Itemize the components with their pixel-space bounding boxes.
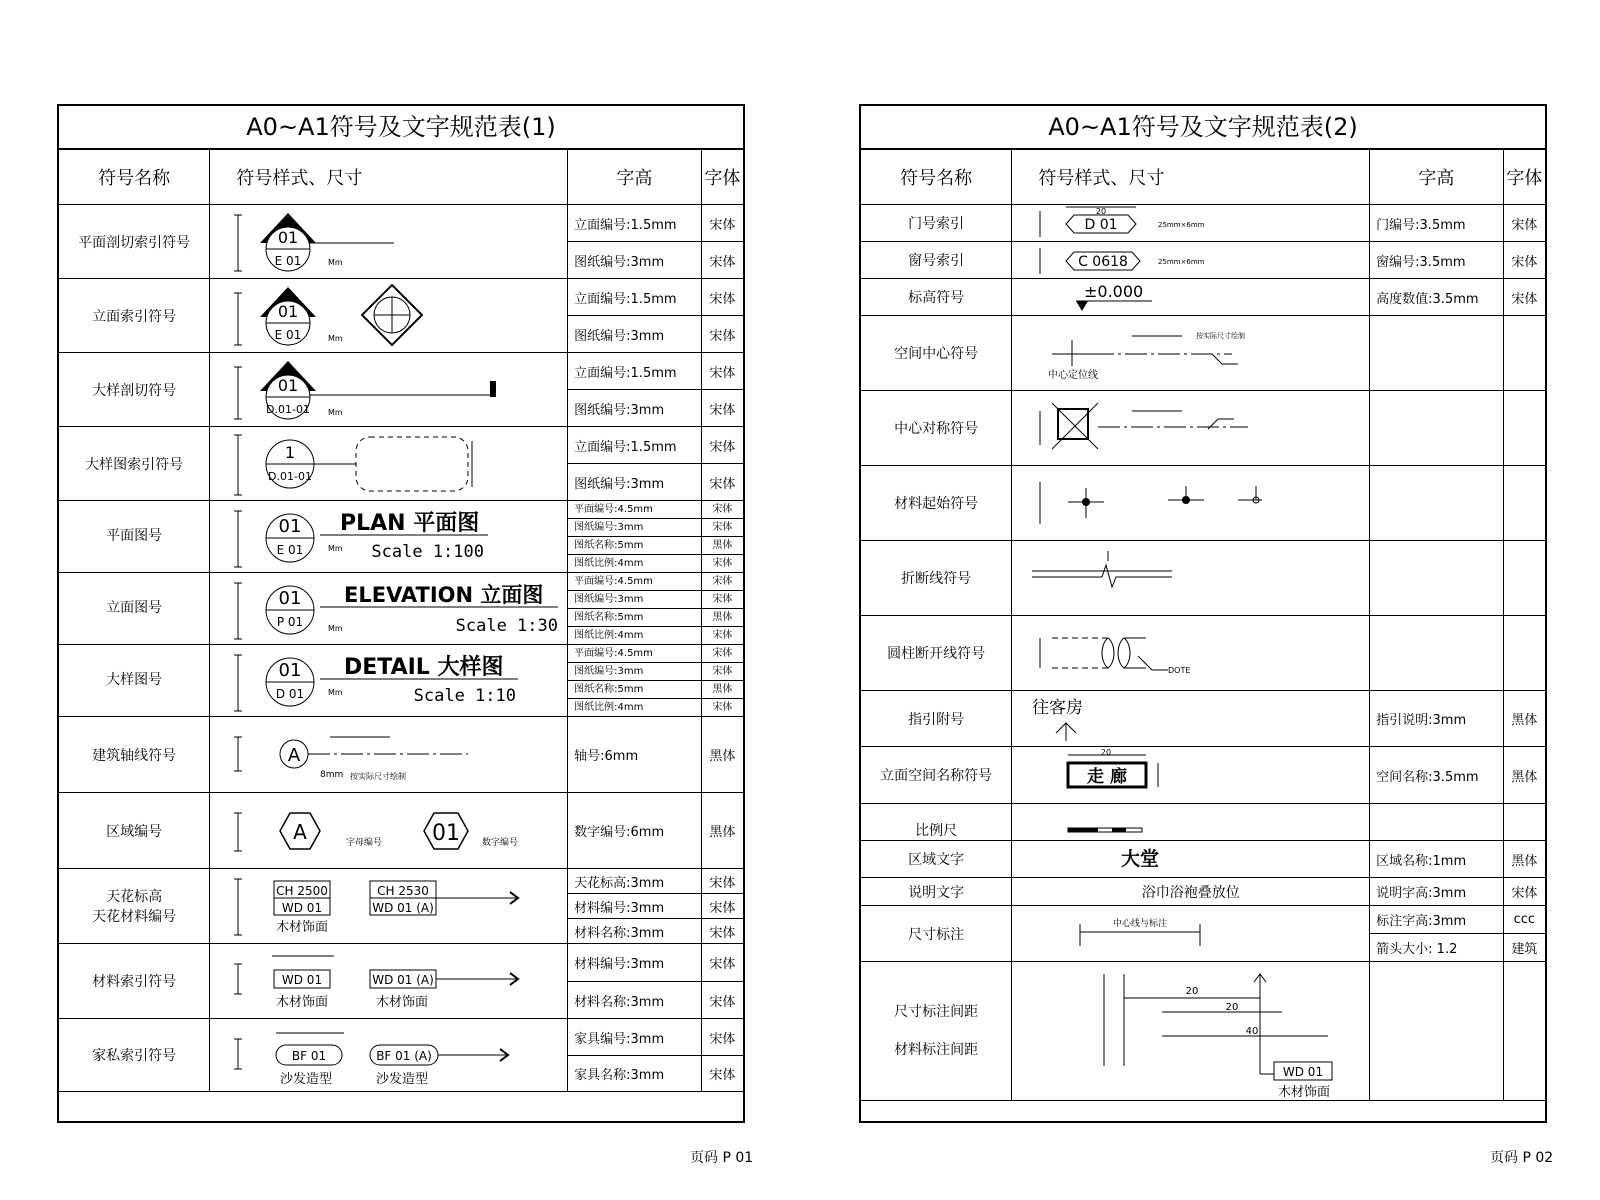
header-style: 符号样式、尺寸 xyxy=(1012,150,1370,205)
sheet-2-table xyxy=(861,150,1545,1101)
font-cell: 建筑 xyxy=(1503,934,1545,962)
size-cell: 高度数值:3.5mm xyxy=(1370,279,1504,316)
sheet-1 xyxy=(57,104,745,1123)
sym-bottom: E 01 xyxy=(275,328,302,342)
leader-graphic xyxy=(1012,691,1363,747)
font-cell: 黑体 xyxy=(701,793,743,869)
table-header xyxy=(59,150,743,205)
row-name: 天花标高 天花材料编号 xyxy=(59,869,210,944)
font-cell: 宋体 xyxy=(701,316,743,353)
door-index-graphic xyxy=(1012,205,1363,242)
font-cell: 黑体 xyxy=(1503,841,1545,878)
row-name: 折断线符号 xyxy=(861,541,1012,616)
page-number-2: 页码 P 02 xyxy=(1490,1150,1554,1166)
size-cell: 图纸比例:4mm xyxy=(568,555,702,573)
font-cell: 宋体 xyxy=(701,464,743,501)
font-cell: 宋体 xyxy=(1503,205,1545,242)
header-font: 字体 xyxy=(1503,150,1545,205)
sheet-1-title: A0~A1符号及文字规范表(1) xyxy=(59,106,743,150)
size-cell: 家具名称:3mm xyxy=(568,1056,702,1092)
sym-title: ELEVATION 立面图 xyxy=(344,583,544,607)
header-name: 符号名称 xyxy=(861,150,1012,205)
font-cell: 宋体 xyxy=(701,1019,743,1056)
font-cell: 宋体 xyxy=(701,573,743,591)
elevation-mark-graphic xyxy=(1012,279,1363,316)
symbol-material-index xyxy=(210,944,568,1019)
furniture-index-graphic xyxy=(210,1019,561,1092)
size-cell xyxy=(1370,804,1504,841)
sym-label: ±0.000 xyxy=(1084,282,1144,301)
row-name: 尺寸标注间距 材料标注间距 xyxy=(861,962,1012,1101)
table-row xyxy=(861,616,1545,691)
font-cell: 宋体 xyxy=(701,699,743,717)
symbol-leader xyxy=(1012,691,1370,747)
symbol-break-line xyxy=(1012,541,1370,616)
table-row xyxy=(861,691,1545,747)
table-row xyxy=(59,573,743,591)
sym-bottom: D.01-01 xyxy=(268,470,313,483)
sym-title: DETAIL 大样图 xyxy=(344,655,504,680)
font-cell xyxy=(1503,962,1545,1101)
size-cell: 空间名称:3.5mm xyxy=(1370,747,1504,804)
section-index-graphic xyxy=(210,205,561,279)
sym-unit: Mm xyxy=(328,408,344,417)
symbol-center-symmetry xyxy=(1012,391,1370,466)
table-row xyxy=(861,878,1545,906)
font-cell xyxy=(1503,541,1545,616)
row-name: 立面图号 xyxy=(59,573,210,645)
header-height: 字高 xyxy=(568,150,702,205)
font-cell: 宋体 xyxy=(701,501,743,519)
symbol-dimension xyxy=(1012,906,1370,962)
symbol-window-index xyxy=(1012,242,1370,279)
sym-label: 中心线与标注 xyxy=(1113,919,1168,929)
sym-caption-b: 木材饰面 xyxy=(376,995,429,1010)
row-name: 平面剖切索引符号 xyxy=(59,205,210,279)
font-cell: 宋体 xyxy=(701,242,743,279)
center-symmetry-graphic xyxy=(1012,391,1363,466)
size-cell: 指引说明:3mm xyxy=(1370,691,1504,747)
font-cell: 宋体 xyxy=(701,982,743,1019)
table-row xyxy=(59,645,743,663)
sym-bottom: E 01 xyxy=(277,543,304,557)
column-break-graphic xyxy=(1012,616,1363,691)
size-cell: 平面编号:4.5mm xyxy=(568,573,702,591)
size-cell xyxy=(1370,466,1504,541)
table-header xyxy=(861,150,1545,205)
symbol-furniture-index xyxy=(210,1019,568,1092)
material-index-graphic xyxy=(210,944,561,1019)
sym-d3: 40 xyxy=(1245,1026,1259,1037)
symbol-detail-index xyxy=(210,427,568,501)
sym-b2: WD 01 (A) xyxy=(372,901,435,915)
detail-index-graphic xyxy=(210,427,561,501)
detail-title-graphic xyxy=(210,645,561,717)
size-cell: 平面编号:4.5mm xyxy=(568,645,702,663)
row-name: 立面空间名称符号 xyxy=(861,747,1012,804)
detail-section-graphic xyxy=(210,353,561,427)
sym-b: BF 01 (A) xyxy=(376,1049,433,1063)
header-height: 字高 xyxy=(1370,150,1504,205)
font-cell: 宋体 xyxy=(701,944,743,982)
row-name: 空间中心符号 xyxy=(861,316,1012,391)
size-cell: 图纸比例:4mm xyxy=(568,627,702,645)
row-name: 尺寸标注 xyxy=(861,906,1012,962)
sym-unit: Mm xyxy=(328,258,344,267)
sym-label: A xyxy=(288,745,301,766)
row-name: 窗号索引 xyxy=(861,242,1012,279)
font-cell: 宋体 xyxy=(701,645,743,663)
size-cell: 图纸名称:5mm xyxy=(568,681,702,699)
table-row xyxy=(59,427,743,464)
sym-title: PLAN 平面图 xyxy=(340,511,480,536)
row-name: 标高符号 xyxy=(861,279,1012,316)
sym-tag: WD 01 xyxy=(1283,1065,1324,1079)
sym-number: 01 xyxy=(432,821,461,846)
font-cell: 宋体 xyxy=(701,205,743,242)
size-cell: 图纸名称:5mm xyxy=(568,537,702,555)
font-cell: 黑体 xyxy=(701,681,743,699)
table-row xyxy=(861,804,1545,841)
row-name: 大样图号 xyxy=(59,645,210,717)
sym-top: 1 xyxy=(285,443,296,462)
row-name: 中心对称符号 xyxy=(861,391,1012,466)
symbol-detail-title xyxy=(210,645,568,717)
size-cell: 图纸编号:3mm xyxy=(568,464,702,501)
size-cell: 图纸编号:3mm xyxy=(568,663,702,681)
plan-title-graphic xyxy=(210,501,561,573)
size-cell: 立面编号:1.5mm xyxy=(568,279,702,316)
sym-bottom: D 01 xyxy=(276,687,305,701)
table-row xyxy=(861,391,1545,466)
row-name: 平面图号 xyxy=(59,501,210,573)
font-cell: 宋体 xyxy=(1503,279,1545,316)
break-line-graphic xyxy=(1012,541,1363,616)
symbol-column-break xyxy=(1012,616,1370,691)
font-cell: 宋体 xyxy=(701,919,743,944)
symbol-ceiling xyxy=(210,869,568,944)
size-cell: 材料名称:3mm xyxy=(568,919,702,944)
table-row xyxy=(59,501,743,519)
size-cell: 窗编号:3.5mm xyxy=(1370,242,1504,279)
font-cell: ccc xyxy=(1503,906,1545,934)
sym-top: 01 xyxy=(278,228,299,247)
size-cell: 区域名称:1mm xyxy=(1370,841,1504,878)
font-cell: 宋体 xyxy=(701,663,743,681)
table-row xyxy=(59,205,743,242)
font-cell: 宋体 xyxy=(701,869,743,894)
size-cell xyxy=(1370,962,1504,1101)
sym-dim: 20 xyxy=(1101,748,1112,757)
symbol-scale-bar xyxy=(1012,804,1370,841)
dimension-spacing-graphic xyxy=(1012,962,1363,1101)
size-cell: 图纸比例:4mm xyxy=(568,699,702,717)
row-name: 比例尺 xyxy=(861,804,1012,841)
sym-top: 01 xyxy=(278,302,299,321)
sym-caption-b: 沙发造型 xyxy=(376,1072,429,1087)
sym-label: 大堂 xyxy=(1121,848,1160,870)
sym-d2: 20 xyxy=(1225,1002,1239,1013)
table-row xyxy=(861,466,1545,541)
sym-d1: 20 xyxy=(1185,986,1199,997)
table-row xyxy=(861,747,1545,804)
sym-caption-a: 沙发造型 xyxy=(280,1072,333,1087)
sym-scale: Scale 1:30 xyxy=(456,616,559,636)
row-name: 家私索引符号 xyxy=(59,1019,210,1092)
table-row xyxy=(861,906,1545,934)
symbol-dimension-spacing xyxy=(1012,962,1370,1101)
font-cell: 宋体 xyxy=(701,427,743,464)
elevation-index-graphic xyxy=(210,279,561,353)
size-cell: 图纸编号:3mm xyxy=(568,316,702,353)
table-row xyxy=(59,717,743,793)
table-row xyxy=(861,279,1545,316)
sym-caption-a: 木材饰面 xyxy=(276,995,329,1010)
header-font: 字体 xyxy=(701,150,743,205)
size-cell: 标注字高:3mm xyxy=(1370,906,1504,934)
font-cell: 黑体 xyxy=(1503,691,1545,747)
sym-label: C 0618 xyxy=(1078,254,1129,270)
sym-scale: Scale 1:10 xyxy=(414,686,517,706)
symbol-space-center xyxy=(1012,316,1370,391)
row-name: 指引附号 xyxy=(861,691,1012,747)
header-style: 符号样式、尺寸 xyxy=(210,150,568,205)
row-name: 大样剖切符号 xyxy=(59,353,210,427)
table-row xyxy=(59,944,743,982)
space-name-graphic xyxy=(1012,747,1363,804)
sym-number-note: 数字编号 xyxy=(482,838,519,848)
row-name: 区域编号 xyxy=(59,793,210,869)
sheet-2-title: A0~A1符号及文字规范表(2) xyxy=(861,106,1545,150)
size-cell xyxy=(1370,391,1504,466)
font-cell xyxy=(1503,391,1545,466)
row-name: 大样图索引符号 xyxy=(59,427,210,501)
row-name: 建筑轴线符号 xyxy=(59,717,210,793)
size-cell: 材料编号:3mm xyxy=(568,944,702,982)
sym-a: BF 01 xyxy=(292,1049,327,1063)
font-cell: 黑体 xyxy=(701,609,743,627)
size-cell: 平面编号:4.5mm xyxy=(568,501,702,519)
sym-note: 中心定位线 xyxy=(1048,370,1099,381)
sym-unit: Mm xyxy=(328,688,344,697)
table-row xyxy=(59,353,743,390)
symbol-door-index xyxy=(1012,205,1370,242)
scale-bar-graphic xyxy=(1012,804,1363,841)
sym-note: DOTE xyxy=(1168,666,1191,675)
symbol-plan-title xyxy=(210,501,568,573)
size-cell: 图纸编号:3mm xyxy=(568,242,702,279)
elevation-title-graphic xyxy=(210,573,561,645)
size-cell: 立面编号:1.5mm xyxy=(568,353,702,390)
table-row xyxy=(59,1019,743,1056)
sym-unit: Mm xyxy=(328,544,344,553)
table-row xyxy=(861,316,1545,391)
font-cell: 宋体 xyxy=(701,519,743,537)
size-cell: 图纸编号:3mm xyxy=(568,519,702,537)
dimension-graphic xyxy=(1012,906,1363,962)
size-cell: 图纸编号:3mm xyxy=(568,591,702,609)
size-cell: 立面编号:1.5mm xyxy=(568,205,702,242)
sheet-2 xyxy=(859,104,1547,1123)
row-name: 区域文字 xyxy=(861,841,1012,878)
space-center-graphic xyxy=(1012,316,1363,391)
sym-top: 01 xyxy=(278,588,302,609)
table-row xyxy=(861,205,1545,242)
table-row xyxy=(59,279,743,316)
symbol-elevation-mark xyxy=(1012,279,1370,316)
header-name: 符号名称 xyxy=(59,150,210,205)
sym-unit: 8mm xyxy=(320,770,344,780)
table-row xyxy=(861,242,1545,279)
symbol-elevation-title xyxy=(210,573,568,645)
sym-note2: 按实际尺寸绘制 xyxy=(1196,332,1246,340)
font-cell: 宋体 xyxy=(701,353,743,390)
page-number-1: 页码 P 01 xyxy=(690,1150,754,1166)
symbol-space-name xyxy=(1012,747,1370,804)
sym-unit: Mm xyxy=(328,334,344,343)
font-cell xyxy=(1503,466,1545,541)
size-cell xyxy=(1370,541,1504,616)
sym-b1: CH 2530 xyxy=(377,884,430,898)
font-cell xyxy=(1503,616,1545,691)
size-cell: 轴号:6mm xyxy=(568,717,702,793)
table-row xyxy=(861,962,1545,1101)
row-name: 门号索引 xyxy=(861,205,1012,242)
sym-label: D 01 xyxy=(1084,217,1118,233)
window-index-graphic xyxy=(1012,242,1363,279)
sym-a: WD 01 xyxy=(282,973,323,987)
sym-top: 01 xyxy=(278,660,302,681)
sym-caption: 木材饰面 xyxy=(1278,1085,1331,1100)
font-cell: 宋体 xyxy=(701,894,743,919)
size-cell: 说明字高:3mm xyxy=(1370,878,1504,906)
font-cell xyxy=(1503,316,1545,391)
sym-note: 按实际尺寸绘制 xyxy=(350,772,407,781)
size-cell: 立面编号:1.5mm xyxy=(568,427,702,464)
font-cell: 宋体 xyxy=(701,1056,743,1092)
zone-graphic xyxy=(210,793,561,869)
symbol-detail-section xyxy=(210,353,568,427)
size-cell: 材料编号:3mm xyxy=(568,894,702,919)
font-cell: 宋体 xyxy=(1503,878,1545,906)
row-name: 说明文字 xyxy=(861,878,1012,906)
material-start-graphic xyxy=(1012,466,1363,541)
size-cell xyxy=(1370,616,1504,691)
symbol-plan-section-index xyxy=(210,205,568,279)
row-name: 材料起始符号 xyxy=(861,466,1012,541)
sym-a2: WD 01 xyxy=(282,901,323,915)
symbol-axis xyxy=(210,717,568,793)
sym-letter-note: 字母编号 xyxy=(346,838,383,848)
size-cell: 家具编号:3mm xyxy=(568,1019,702,1056)
sym-letter: A xyxy=(293,820,308,844)
sym-note: 25mm×6mm xyxy=(1158,221,1205,229)
font-cell: 宋体 xyxy=(701,279,743,316)
size-cell: 天花标高:3mm xyxy=(568,869,702,894)
sym-unit: Mm xyxy=(328,624,344,633)
row-name: 圆柱断开线符号 xyxy=(861,616,1012,691)
sym-b: WD 01 (A) xyxy=(372,973,435,987)
symbol-zone xyxy=(210,793,568,869)
size-cell xyxy=(1370,316,1504,391)
sym-scale: Scale 1:100 xyxy=(371,542,485,562)
sheet-1-table xyxy=(59,150,743,1092)
sym-top: 01 xyxy=(278,516,302,537)
axis-graphic xyxy=(210,717,561,793)
table-row xyxy=(59,793,743,869)
sym-note: 25mm×6mm xyxy=(1158,258,1205,266)
sym-bottom: D.01-01 xyxy=(266,403,311,416)
font-cell: 黑体 xyxy=(701,537,743,555)
size-cell: 材料名称:3mm xyxy=(568,982,702,1019)
font-cell: 宋体 xyxy=(701,591,743,609)
sym-caption: 木材饰面 xyxy=(276,920,329,935)
table-row xyxy=(861,541,1545,616)
table-row xyxy=(861,841,1545,878)
symbol-zone-text xyxy=(1012,841,1370,878)
sym-label: 浴巾浴袍叠放位 xyxy=(1012,878,1370,906)
symbol-elevation-index xyxy=(210,279,568,353)
font-cell: 黑体 xyxy=(1503,747,1545,804)
table-row xyxy=(59,869,743,894)
row-name: 立面索引符号 xyxy=(59,279,210,353)
sym-a1: CH 2500 xyxy=(276,884,329,898)
sym-bottom: P 01 xyxy=(277,615,304,629)
font-cell xyxy=(1503,804,1545,841)
sym-top: 01 xyxy=(278,376,299,395)
font-cell: 黑体 xyxy=(701,717,743,793)
ceiling-graphic xyxy=(210,869,561,944)
size-cell: 箭头大小: 1.2 xyxy=(1370,934,1504,962)
sym-dim: 20 xyxy=(1096,207,1107,216)
font-cell: 宋体 xyxy=(701,555,743,573)
sym-label: 往客房 xyxy=(1032,698,1084,718)
zone-text-graphic xyxy=(1012,841,1363,878)
size-cell: 图纸编号:3mm xyxy=(568,390,702,427)
size-cell: 数字编号:6mm xyxy=(568,793,702,869)
font-cell: 宋体 xyxy=(701,390,743,427)
symbol-material-start xyxy=(1012,466,1370,541)
font-cell: 宋体 xyxy=(1503,242,1545,279)
size-cell: 图纸名称:5mm xyxy=(568,609,702,627)
size-cell: 门编号:3.5mm xyxy=(1370,205,1504,242)
row-name: 材料索引符号 xyxy=(59,944,210,1019)
font-cell: 宋体 xyxy=(701,627,743,645)
sym-bottom: E 01 xyxy=(275,254,302,268)
sym-label: 走 廊 xyxy=(1087,767,1128,787)
